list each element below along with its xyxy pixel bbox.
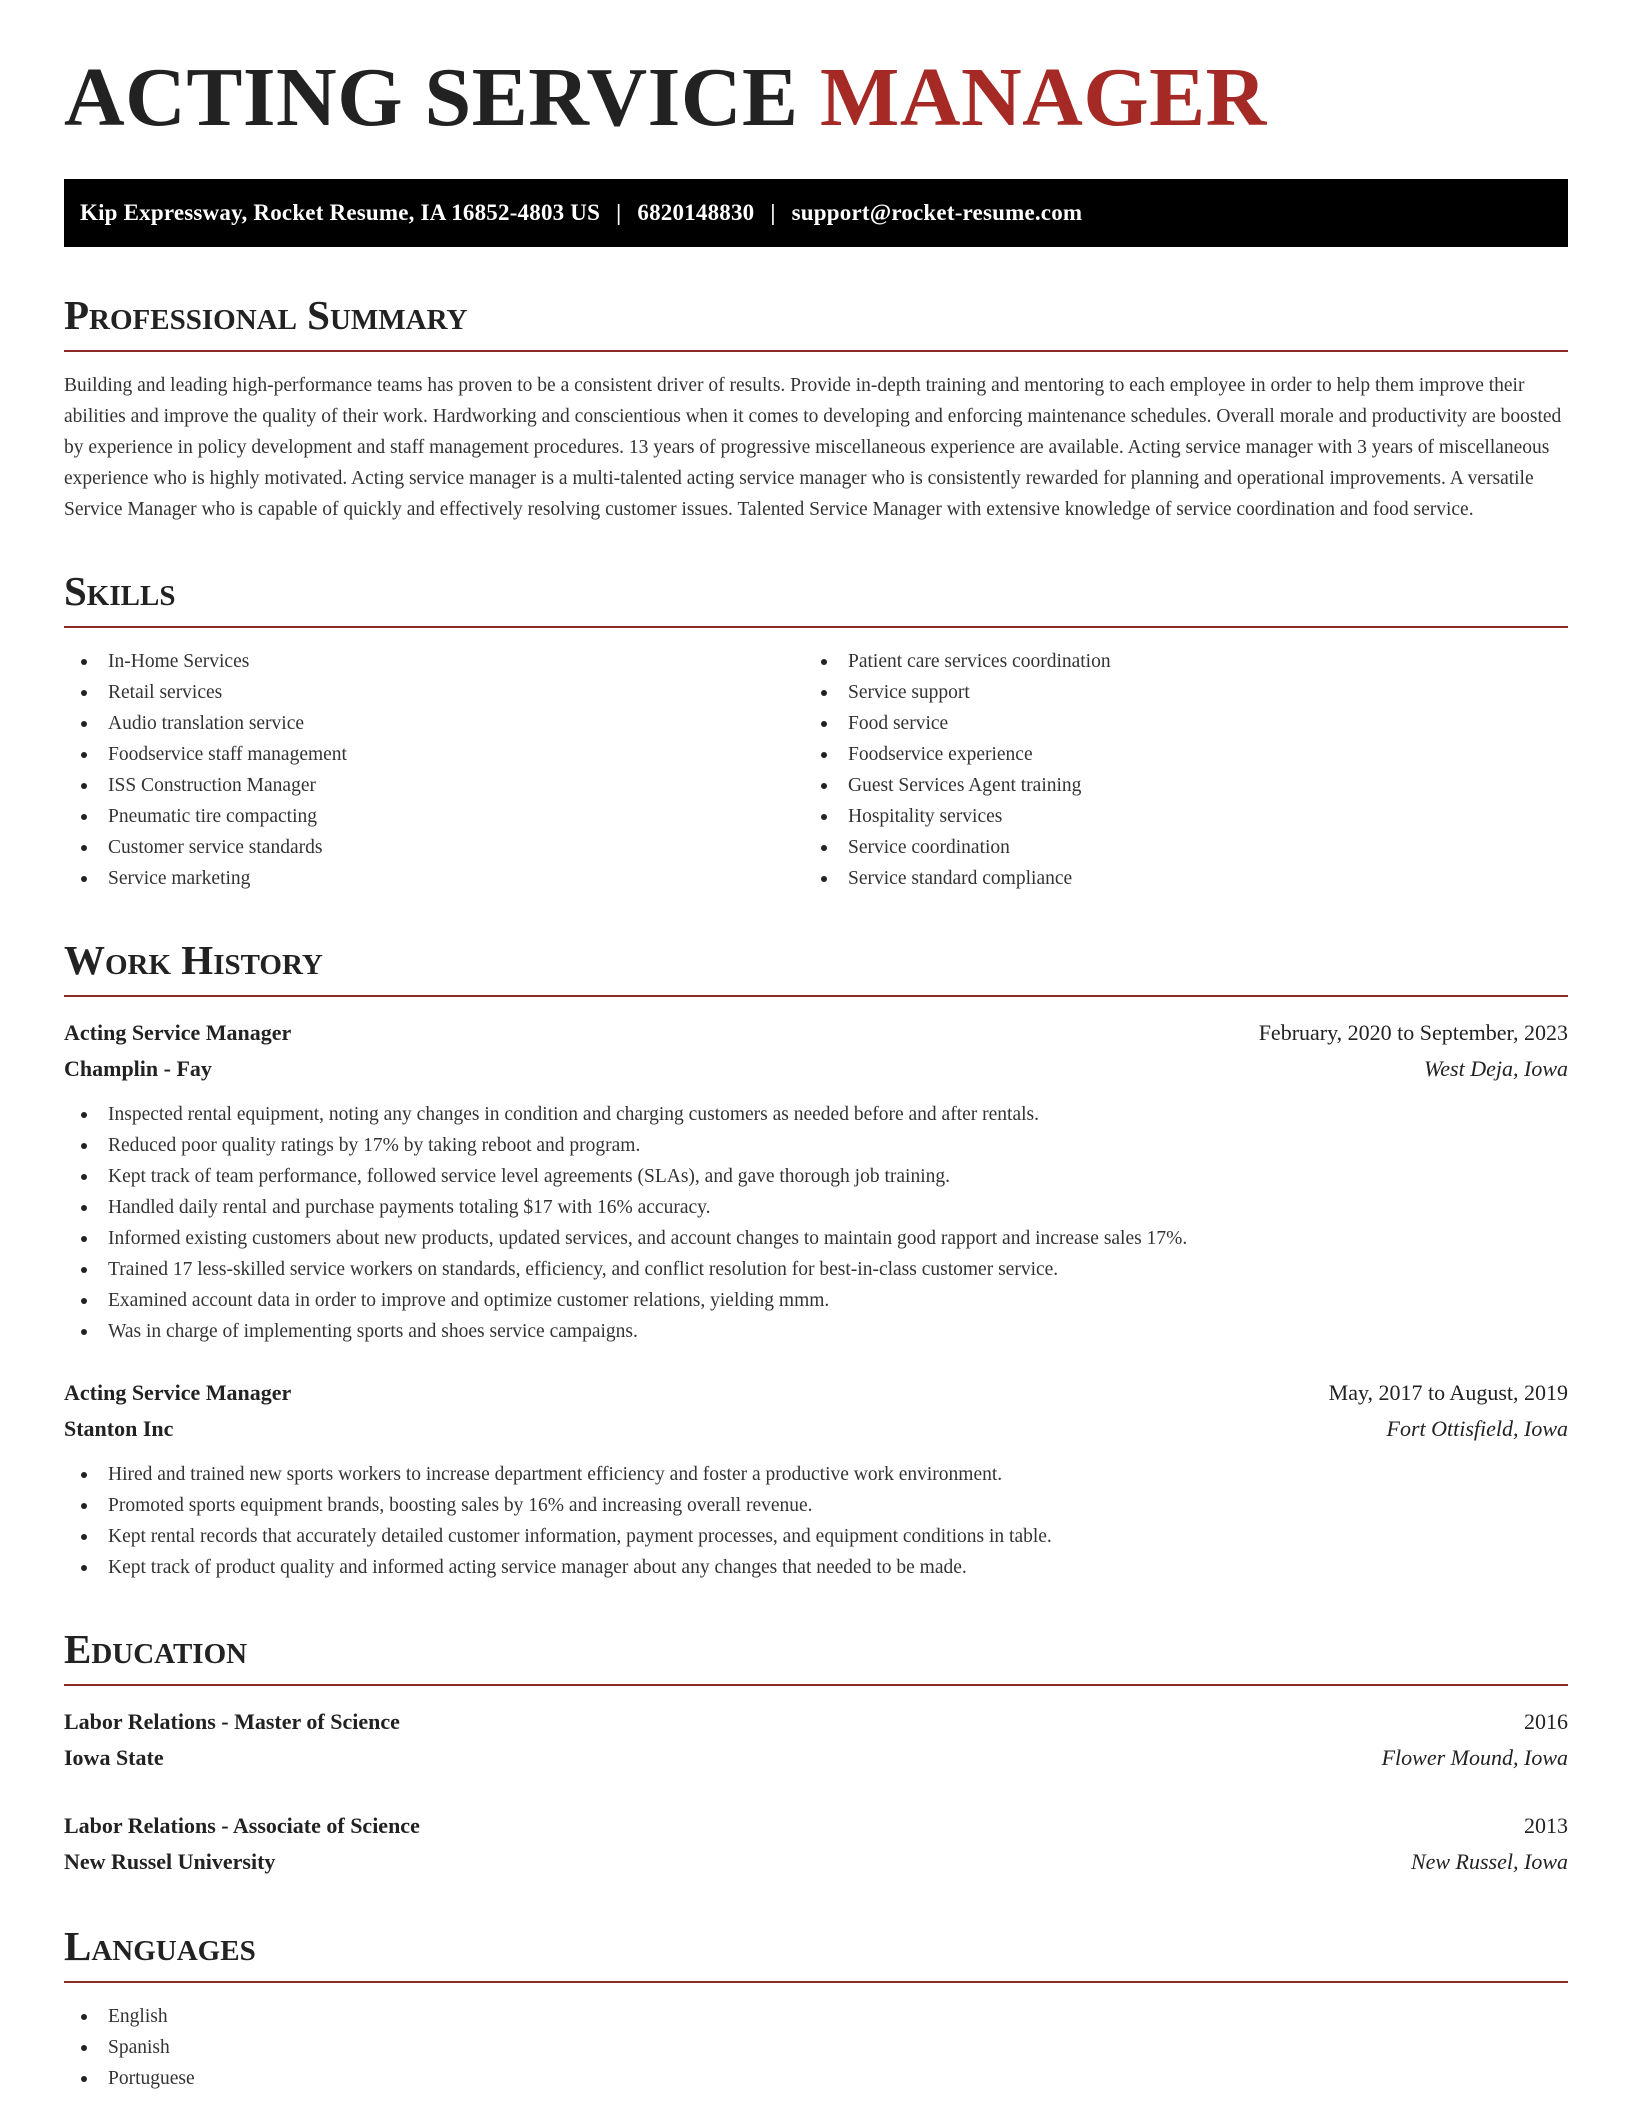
skill-item: Hospitality services bbox=[804, 801, 1544, 832]
resume-title bbox=[64, 51, 1568, 144]
skills-list-left bbox=[64, 646, 804, 894]
skill-item: Guest Services Agent training bbox=[804, 770, 1544, 801]
job-bullet: Inspected rental equipment, noting any changes in condition and charging customers as needed before and after rentals. bbox=[64, 1099, 1568, 1130]
job-company-row bbox=[64, 1411, 1568, 1447]
contact-address: Kip Expressway, Rocket Resume, IA 16852-4803 US bbox=[80, 200, 601, 225]
job-header-row bbox=[64, 1375, 1568, 1411]
contact-bar bbox=[64, 179, 1568, 247]
education-school-row bbox=[64, 1844, 1568, 1880]
education-location: New Russel, Iowa bbox=[1410, 1849, 1568, 1874]
job-bullet: Kept rental records that accurately detailed customer information, payment processes, and equipment conditions in table. bbox=[64, 1521, 1568, 1552]
skill-item: Foodservice staff management bbox=[64, 739, 804, 770]
job-location: Fort Ottisfield, Iowa bbox=[1386, 1416, 1568, 1441]
job-company-row bbox=[64, 1051, 1568, 1087]
education-entry bbox=[64, 1704, 1568, 1776]
skills-heading: Skills bbox=[64, 571, 1568, 628]
resume-page bbox=[64, 51, 1568, 2094]
education-entry bbox=[64, 1808, 1568, 1880]
education-year: 2013 bbox=[1524, 1813, 1568, 1838]
job-company: Stanton Inc bbox=[64, 1416, 174, 1441]
education-degree: Labor Relations - Master of Science bbox=[64, 1709, 400, 1734]
work-history-heading: Work History bbox=[64, 940, 1568, 997]
education-school: New Russel University bbox=[64, 1849, 276, 1874]
job-bullet: Informed existing customers about new products, updated services, and account changes to maintain good rapport and increase sales 17%. bbox=[64, 1223, 1568, 1254]
summary-section bbox=[64, 292, 1568, 525]
job-header-row bbox=[64, 1015, 1568, 1051]
skills-section bbox=[64, 568, 1568, 894]
job-bullet: Kept track of team performance, followed service level agreements (SLAs), and gave thorough job training. bbox=[64, 1161, 1568, 1192]
job-bullet: Examined account data in order to improve and optimize customer relations, yielding mmm. bbox=[64, 1285, 1568, 1316]
education-school: Iowa State bbox=[64, 1745, 164, 1770]
job-entry bbox=[64, 1015, 1568, 1347]
language-item: English bbox=[64, 2001, 1568, 2032]
summary-text: Building and leading high-performance teams has proven to be a consistent driver of results. Provide in-depth training and mentoring to each employee in order to help them improve their abilities and improve the quality of their work. Hardworking and conscientious when it comes to developing and enforcing maintenance schedules. Overall morale and productivity are boosted by experience in policy development and staff management procedures. 13 years of progressive miscellaneous experience are available. Acting service manager with 3 years of miscellaneous experience who is highly motivated. Acting service manager is a multi-talented acting service manager who is consistently rewarded for planning and operational improvements. A versatile Service Manager who is capable of quickly and effectively resolving customer issues. Talented Service Manager with extensive knowledge of service coordination and food service. bbox=[64, 375, 1562, 520]
job-bullet: Kept track of product quality and informed acting service manager about any changes that needed to be made. bbox=[64, 1552, 1568, 1583]
languages-list bbox=[64, 2001, 1568, 2094]
title-accent: MANAGER bbox=[820, 51, 1267, 144]
job-bullet: Trained 17 less-skilled service workers on standards, efficiency, and conflict resolution for best-in-class customer service. bbox=[64, 1254, 1568, 1285]
skill-item: Pneumatic tire compacting bbox=[64, 801, 804, 832]
job-bullet: Reduced poor quality ratings by 17% by taking reboot and program. bbox=[64, 1130, 1568, 1161]
skill-item: Patient care services coordination bbox=[804, 646, 1544, 677]
job-bullet: Handled daily rental and purchase payments totaling $17 with 16% accuracy. bbox=[64, 1192, 1568, 1223]
job-dates: May, 2017 to August, 2019 bbox=[1328, 1380, 1568, 1405]
skill-item: Audio translation service bbox=[64, 708, 804, 739]
job-bullet: Was in charge of implementing sports and shoes service campaigns. bbox=[64, 1316, 1568, 1347]
skill-item: Service support bbox=[804, 677, 1544, 708]
language-item: Portuguese bbox=[64, 2063, 1568, 2094]
education-degree-row bbox=[64, 1808, 1568, 1844]
job-entry bbox=[64, 1375, 1568, 1583]
languages-heading: Languages bbox=[64, 1926, 1568, 1983]
language-item: Spanish bbox=[64, 2032, 1568, 2063]
summary-heading: Professional Summary bbox=[64, 295, 1568, 352]
skill-item: In-Home Services bbox=[64, 646, 804, 677]
job-bullet: Promoted sports equipment brands, boosting sales by 16% and increasing overall revenue. bbox=[64, 1490, 1568, 1521]
skills-list-right bbox=[804, 646, 1544, 894]
contact-phone: 6820148830 bbox=[637, 200, 755, 225]
job-bullets bbox=[64, 1459, 1568, 1583]
education-degree: Labor Relations - Associate of Science bbox=[64, 1813, 420, 1838]
skill-item: Customer service standards bbox=[64, 832, 804, 863]
skill-item: Retail services bbox=[64, 677, 804, 708]
education-location: Flower Mound, Iowa bbox=[1381, 1745, 1568, 1770]
job-role: Acting Service Manager bbox=[64, 1380, 292, 1405]
contact-separator: | bbox=[770, 200, 776, 225]
skill-item: Service coordination bbox=[804, 832, 1544, 863]
languages-section bbox=[64, 1923, 1568, 2094]
education-section bbox=[64, 1626, 1568, 1880]
skills-grid bbox=[64, 628, 1568, 894]
skill-item: Service standard compliance bbox=[804, 863, 1544, 894]
education-year: 2016 bbox=[1524, 1709, 1568, 1734]
work-history-section bbox=[64, 937, 1568, 1583]
contact-separator: | bbox=[616, 200, 622, 225]
education-degree-row bbox=[64, 1704, 1568, 1740]
education-school-row bbox=[64, 1740, 1568, 1776]
skill-item: Service marketing bbox=[64, 863, 804, 894]
skill-item: ISS Construction Manager bbox=[64, 770, 804, 801]
job-bullets bbox=[64, 1099, 1568, 1347]
education-heading: Education bbox=[64, 1629, 1568, 1686]
job-role: Acting Service Manager bbox=[64, 1020, 292, 1045]
job-location: West Deja, Iowa bbox=[1423, 1056, 1568, 1081]
skill-item: Foodservice experience bbox=[804, 739, 1544, 770]
job-bullet: Hired and trained new sports workers to increase department efficiency and foster a productive work environment. bbox=[64, 1459, 1568, 1490]
skill-item: Food service bbox=[804, 708, 1544, 739]
job-dates: February, 2020 to September, 2023 bbox=[1258, 1020, 1568, 1045]
job-company: Champlin - Fay bbox=[64, 1056, 212, 1081]
title-main: ACTING SERVICE bbox=[64, 51, 799, 144]
contact-email: support@rocket-resume.com bbox=[791, 200, 1083, 225]
